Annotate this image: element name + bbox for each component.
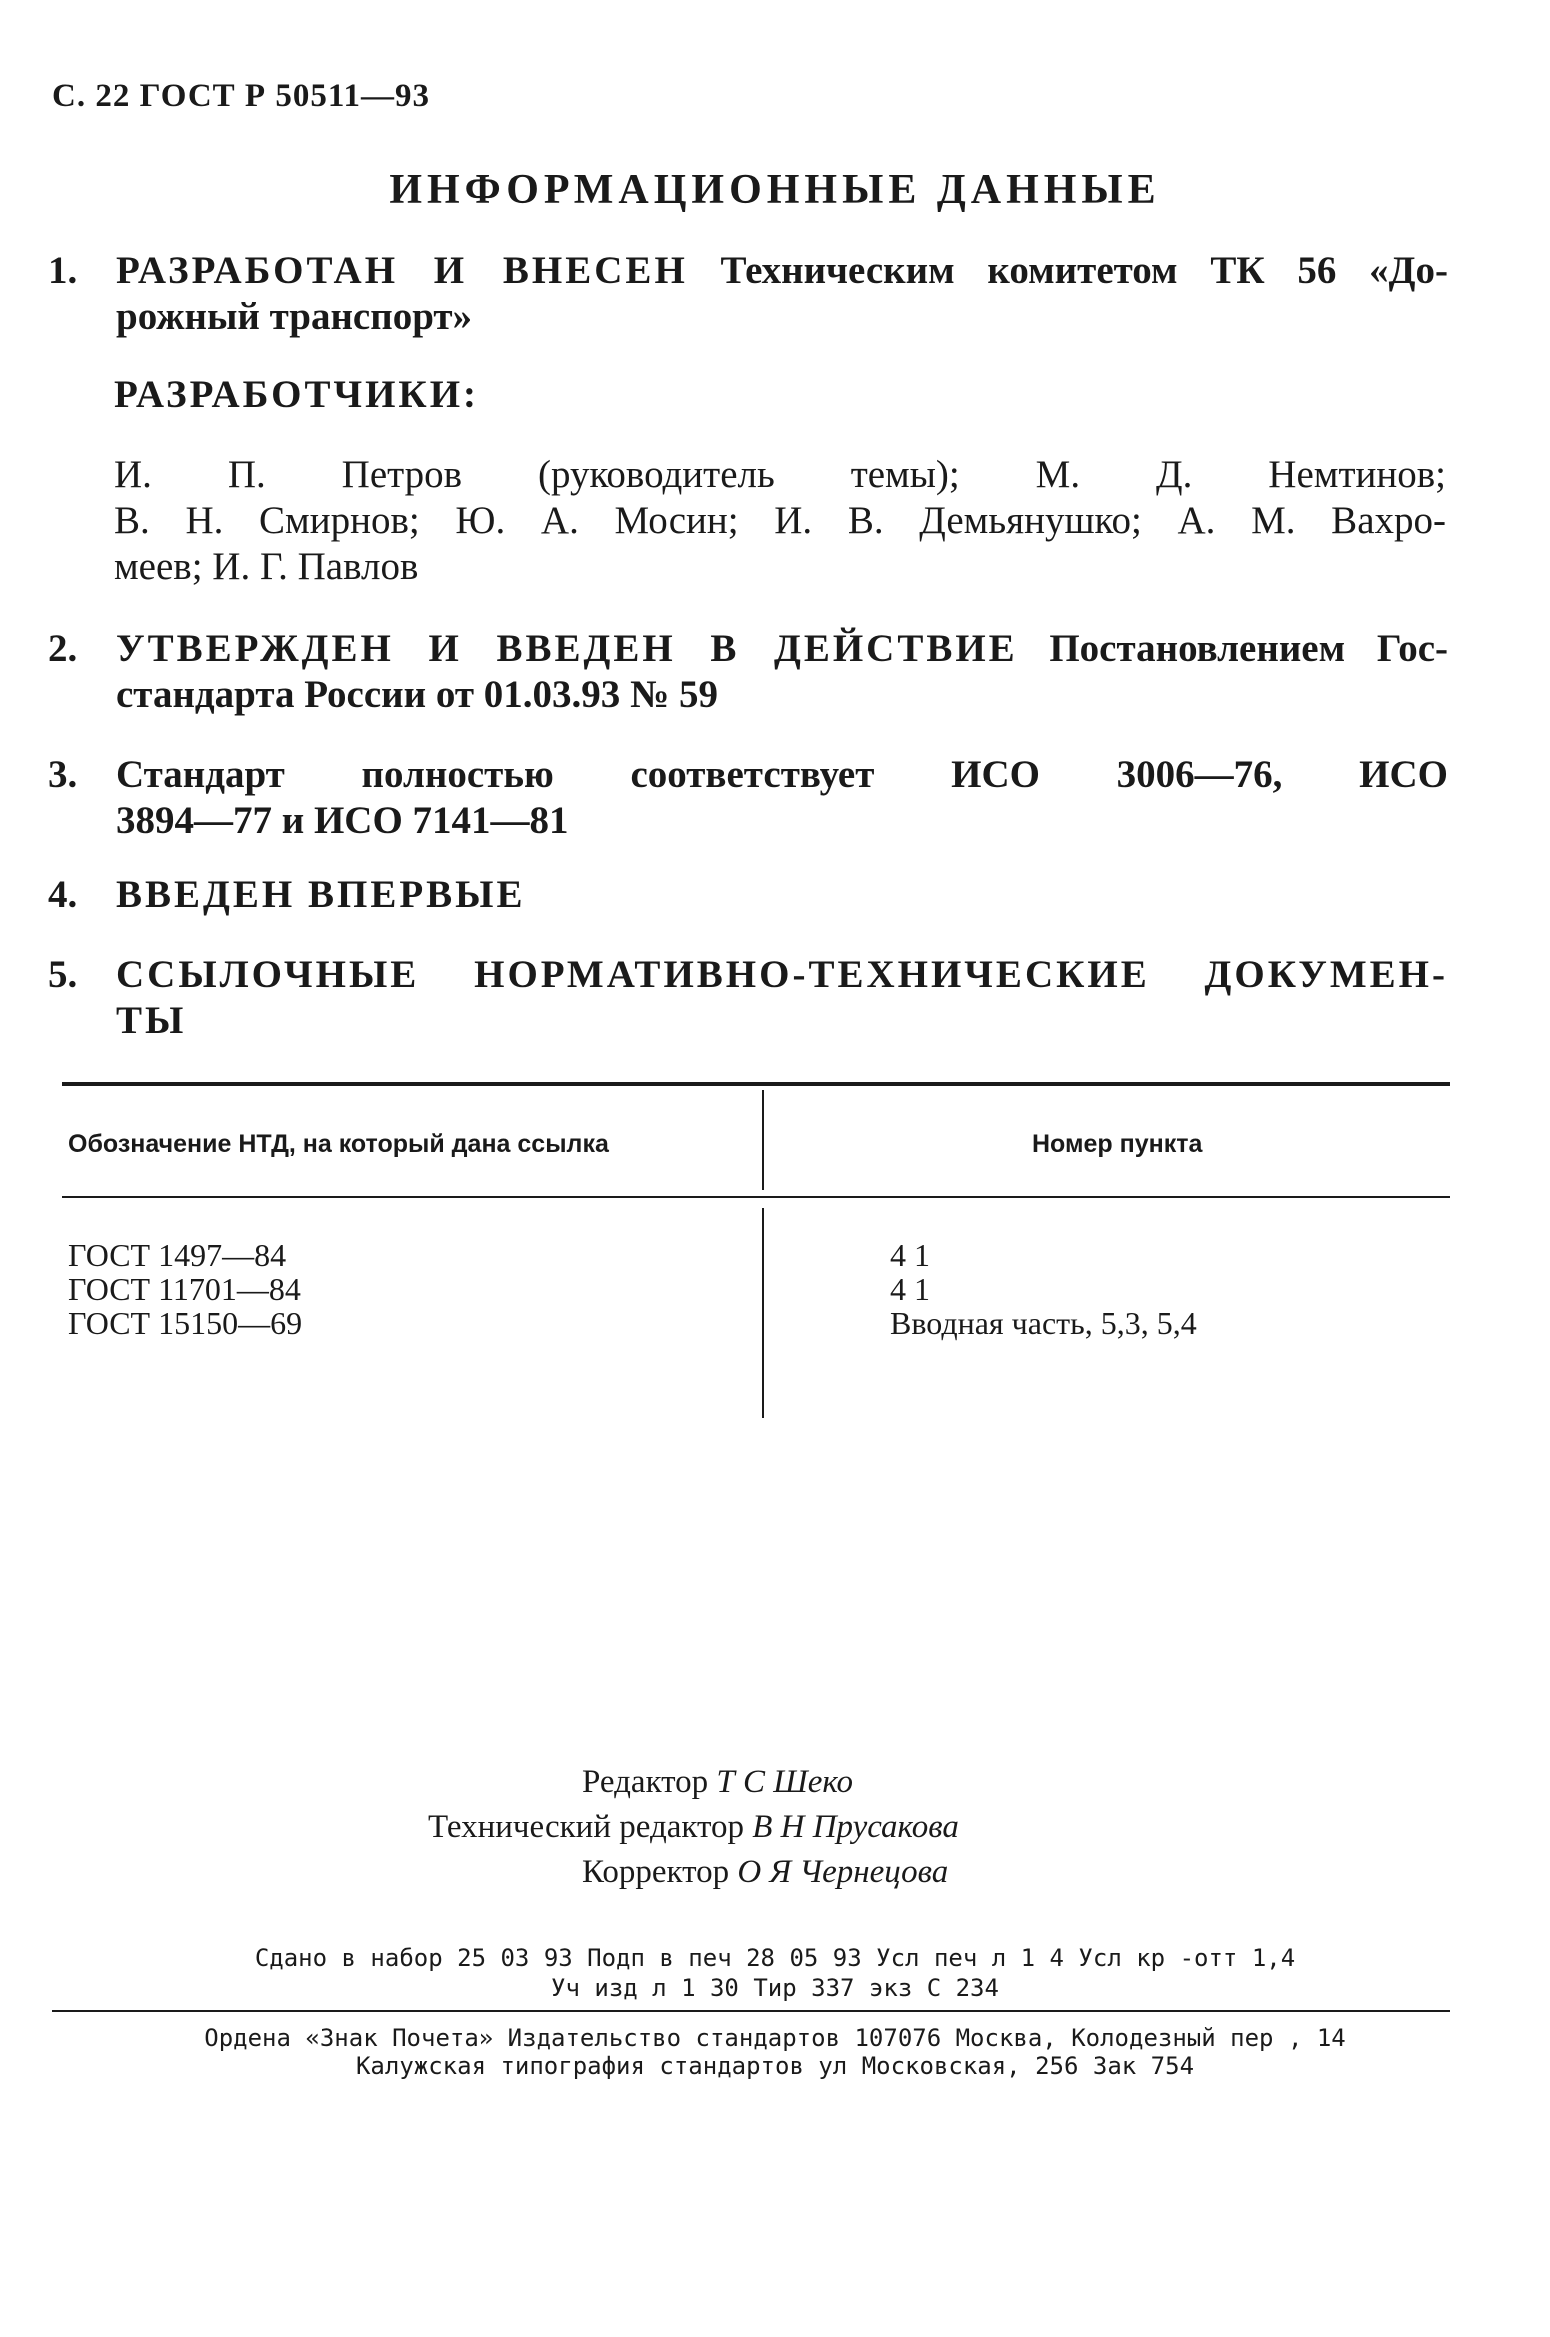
developers-heading: РАЗРАБОТЧИКИ: — [114, 373, 480, 416]
page-header: С. 22 ГОСТ Р 50511—93 — [52, 78, 431, 114]
credit-name: В Н Прусакова — [752, 1809, 959, 1845]
developers-line: В. Н. Смирнов; Ю. А. Мосин; И. В. Демьянушко; А. М. Вахро- — [114, 499, 1446, 542]
credit-role: Редактор — [582, 1764, 709, 1800]
table-cell-doc: ГОСТ 11701—84 — [68, 1271, 301, 1307]
item-number: 4. — [48, 873, 78, 916]
table-body-divider — [762, 1208, 764, 1418]
credit-name: Т С Шеко — [716, 1764, 854, 1800]
developers-line: меев; И. Г. Павлов — [114, 545, 419, 588]
table-cell-clause: Вводная часть, 5,3, 5,4 — [890, 1305, 1197, 1341]
item-number: 2. — [48, 627, 78, 670]
item-text: Техническим комитетом ТК 56 «До- — [720, 249, 1448, 292]
table-header-rule — [62, 1196, 1450, 1198]
credit-name: О Я Чернецова — [737, 1854, 949, 1890]
table-header-divider — [762, 1090, 764, 1190]
item-caps: ВВЕДЕН ВПЕРВЫЕ — [116, 873, 526, 916]
item-5 — [48, 952, 1448, 1044]
item-3 — [48, 752, 1448, 844]
credit-line — [582, 1760, 853, 1804]
item-caps: РАЗРАБОТАН И ВНЕСЕН — [116, 249, 688, 292]
item-text: Стандарт полностью соответствует ИСО 3006—76, ИСО — [116, 753, 1448, 796]
imprint-line: Калужская типография стандартов ул Московская, 256 Зак 754 — [355, 2052, 1195, 2080]
table-cell-doc: ГОСТ 1497—84 — [68, 1237, 287, 1273]
item-line — [116, 626, 1448, 672]
credit-line — [428, 1805, 959, 1849]
credit-role: Технический редактор — [428, 1809, 744, 1845]
item-line — [116, 248, 1448, 294]
table-top-rule — [62, 1082, 1450, 1086]
item-2 — [48, 626, 1448, 718]
item-4 — [48, 872, 1448, 918]
credit-line — [582, 1850, 948, 1894]
developers-list — [114, 452, 1446, 590]
item-text: рожный транспорт» — [116, 295, 473, 338]
table-cell-clause: 4 1 — [890, 1237, 930, 1273]
item-caps: ТЫ — [116, 999, 187, 1042]
table-cell-clause: 4 1 — [890, 1271, 930, 1307]
item-number: 1. — [48, 249, 78, 292]
credit-role: Корректор — [582, 1854, 730, 1890]
developers-line: И. П. Петров (руководитель темы); М. Д. Немтинов; — [114, 453, 1446, 496]
imprint-rule — [52, 2010, 1450, 2012]
imprint-line: Ордена «Знак Почета» Издательство стандартов 107076 Москва, Колодезный пер , 14 — [204, 2024, 1346, 2052]
item-caps: УТВЕРЖДЕН И ВВЕДЕН В ДЕЙСТВИЕ — [116, 627, 1018, 670]
table-col-clause-header: Номер пункта — [1032, 1130, 1203, 1158]
item-number: 3. — [48, 753, 78, 796]
item-caps: ССЫЛОЧНЫЕ НОРМАТИВНО-ТЕХНИЧЕСКИЕ ДОКУМЕН- — [116, 953, 1448, 996]
item-text: стандарта России от 01.03.93 № 59 — [116, 673, 718, 716]
imprint-line: Сдано в набор 25 03 93 Подп в печ 28 05 93 Усл печ л 1 4 Усл кр -отт 1,4 — [254, 1944, 1296, 1972]
table-col-doc-header: Обозначение НТД, на который дана ссылка — [68, 1130, 609, 1158]
item-text: 3894—77 и ИСО 7141—81 — [116, 799, 569, 842]
table-cell-doc: ГОСТ 15150—69 — [68, 1305, 303, 1341]
item-number: 5. — [48, 953, 78, 996]
document-title: ИНФОРМАЦИОННЫЕ ДАННЫЕ — [389, 167, 1161, 213]
item-text: Постановлением Гос- — [1049, 627, 1448, 670]
imprint-line: Уч изд л 1 30 Тир 337 экз С 234 — [551, 1974, 999, 2002]
item-1 — [48, 248, 1448, 340]
